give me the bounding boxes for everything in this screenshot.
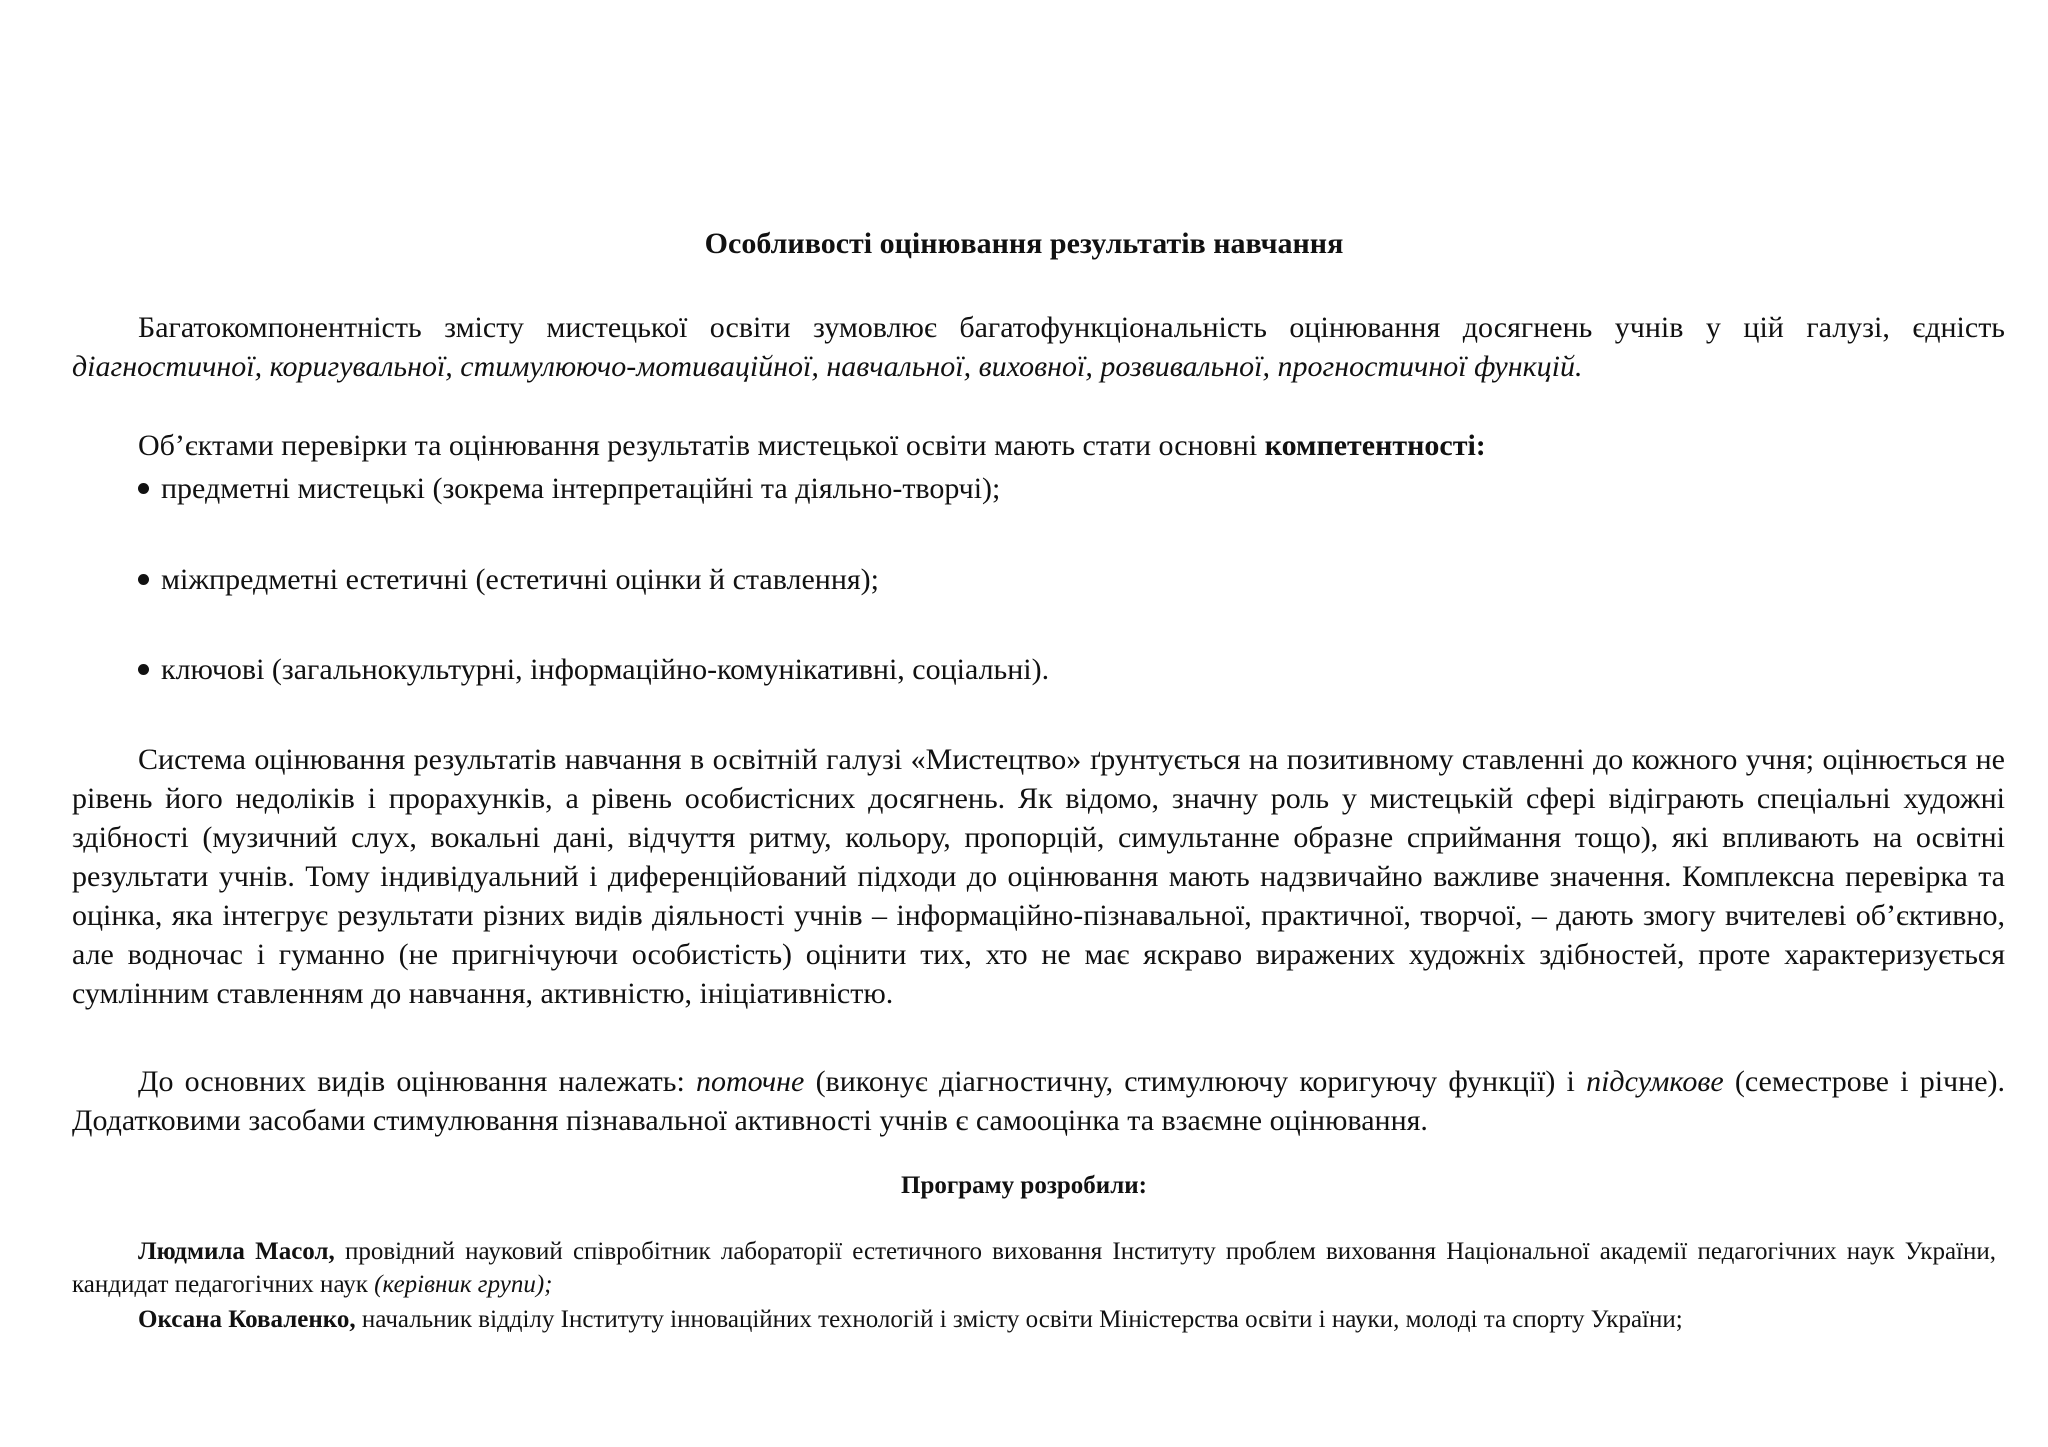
author-name: Оксана Коваленко,: [138, 1306, 356, 1333]
author-description: провідний науковий співробітник лабораторії естетичного виховання Інституту проблем виховання Національної академії педагогічних наук України, кандидат педагогічних наук: [72, 1238, 1996, 1298]
list-item-text: предметні мистецькі (зокрема інтерпретаційні та діяльно-творчі);: [161, 472, 1001, 505]
assessment-types-text-3: (семестрове і річне). Додатковими засобами стимулювання пізнавальної активності учнів є самооцінка та взаємне оцінювання.: [72, 1065, 2005, 1137]
current-assessment-italic: поточне: [695, 1065, 805, 1098]
assessment-types-text: До основних видів оцінювання належать:: [138, 1065, 696, 1098]
list-item: [138, 469, 1000, 508]
intro-functions-italic: діагностичної, коригувальної, стимулюючо-мотиваційної, навчальної, виховної, розвивальної, прогностичної функцій.: [72, 350, 1583, 383]
list-item: [138, 650, 1049, 689]
assessment-types-paragraph: [72, 1062, 2005, 1140]
intro-paragraph: [72, 308, 2005, 386]
competencies-paragraph: [138, 426, 1486, 465]
assessment-types-text-2: (виконує діагностичну, стимулюючу коригуючу функції) і: [804, 1065, 1587, 1098]
author-note: (керівник групи);: [374, 1271, 553, 1298]
author-name: Людмила Масол,: [138, 1238, 335, 1265]
competencies-text: Об’єктами перевірки та оцінювання результатів мистецької освіти мають стати основні: [138, 429, 1265, 462]
intro-text: Багатокомпонентність змісту мистецької освіти зумовлює багатофункціональність оцінювання досягнень учнів у цій галузі, єдність: [138, 311, 2005, 344]
authors-heading: Програму розробили:: [901, 1172, 1147, 1199]
bullet-icon: [138, 574, 149, 585]
assessment-system-paragraph: Система оцінювання результатів навчання в освітній галузі «Мистецтво» ґрунтується на позитивному ставленні до кожного учня; оцінюється не рівень його недоліків і прорахунків, а рівень особистісних досягнень. Як відомо, значну роль у мистецькій сфері відіграють спеціальні художні здібності (музичний слух, вокальні дані, відчуття ритму, кольору, пропорцій, симультанне образне сприймання тощо), які впливають на освітні результати учнів. Тому індивідуальний і диференційований підходи до оцінювання мають надзвичайно важливе значення. Комплексна перевірка та оцінка, яка інтегрує результати різних видів діяльності учнів – інформаційно-пізнавальної, практичної, творчої, – дають змогу вчителеві об’єктивно, але водночас і гуманно (не пригнічуючи особистість) оцінити тих, хто не має яскраво виражених художніх здібностей, проте характеризується сумлінним ставленням до навчання, активністю, ініціативністю.: [72, 743, 2005, 1010]
author-description: начальник відділу Інституту інноваційних технологій і змісту освіти Міністерства освіти і науки, молоді та спорту України;: [355, 1306, 1683, 1333]
bullet-icon: [138, 664, 149, 675]
bullet-icon: [138, 483, 149, 494]
final-assessment-italic: підсумкове: [1586, 1065, 1724, 1098]
list-item: [138, 560, 879, 599]
list-item-text: ключові (загальнокультурні, інформаційно-комунікативні, соціальні).: [161, 653, 1050, 686]
page-title: Особливості оцінювання результатів навчання: [704, 227, 1344, 260]
author-entry: [72, 1235, 1996, 1301]
author-entry: [72, 1303, 1996, 1336]
competencies-bold: компетентності:: [1264, 429, 1486, 462]
list-item-text: міжпредметні естетичні (естетичні оцінки й ставлення);: [161, 563, 879, 596]
